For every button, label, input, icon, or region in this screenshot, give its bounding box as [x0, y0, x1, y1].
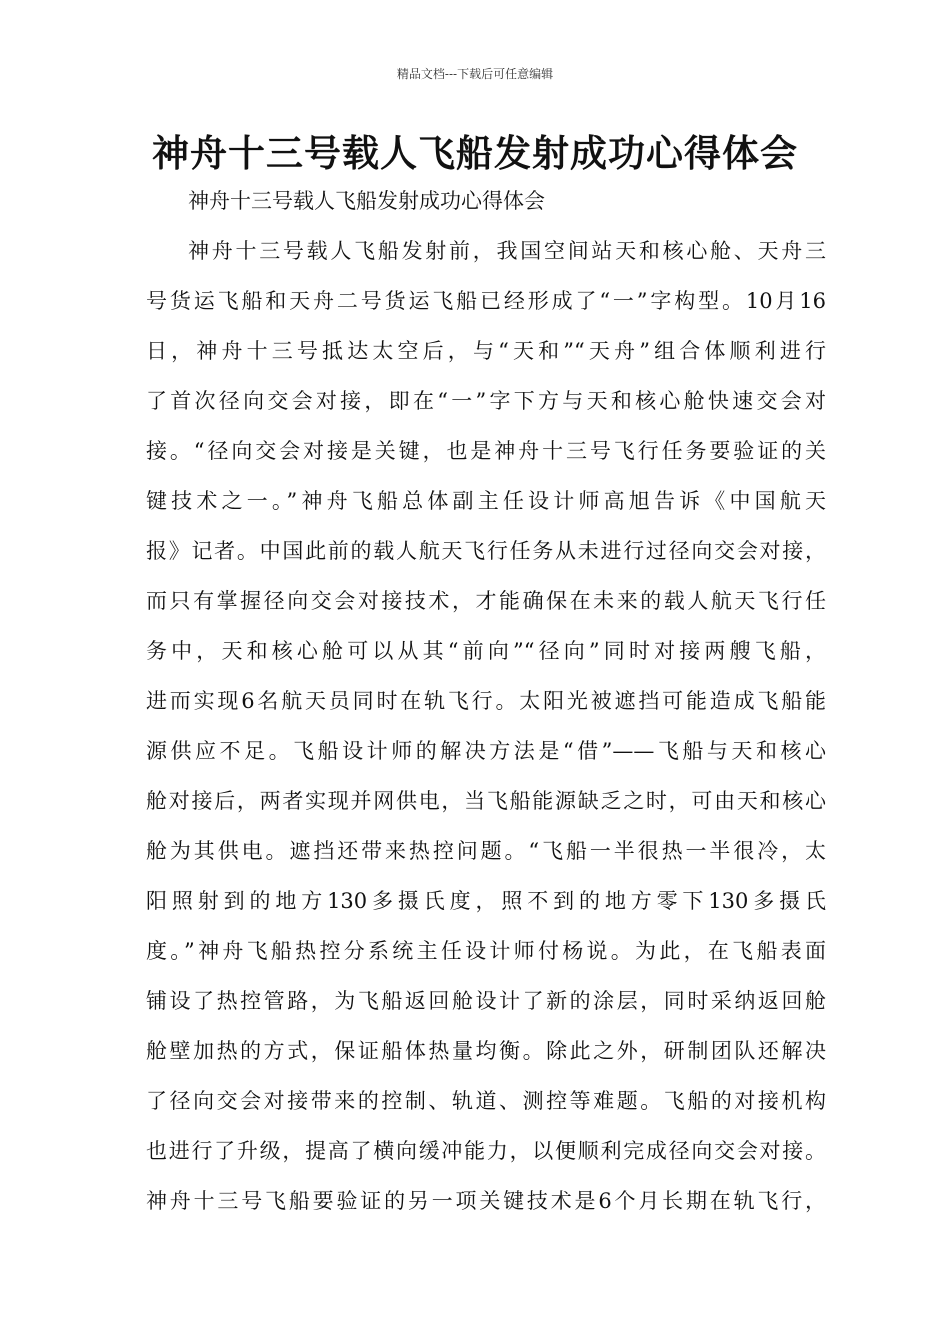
paragraph-line: 也进行了升级，提高了横向缓冲能力，以便顺利完成径向交会对接。 [146, 1139, 826, 1163]
paragraph-line: 接。“径向交会对接是关键，也是神舟十三号飞行任务要验证的关 [146, 439, 826, 463]
paragraph-line: 神舟十三号载人飞船发射前，我国空间站天和核心舱、天舟三 [188, 239, 826, 263]
paragraph-line: 舱对接后，两者实现并网供电，当飞船能源缺乏之时，可由天和核心 [146, 789, 826, 813]
paragraph-line: 务中，天和核心舱可以从其“前向”“径向”同时对接两艘飞船， [146, 639, 826, 663]
paragraph-line: 了径向交会对接带来的控制、轨道、测控等难题。飞船的对接机构 [146, 1089, 826, 1113]
header-note: 精品文档---下载后可任意编辑 [396, 67, 554, 81]
paragraph-line: 日，神舟十三号抵达太空后，与“天和”“天舟”组合体顺利进行 [146, 339, 826, 363]
paragraph-line: 而只有掌握径向交会对接技术，才能确保在未来的载人航天飞行任 [146, 589, 826, 613]
body-paragraph [146, 226, 826, 1226]
paragraph-line: 铺设了热控管路，为飞船返回舱设计了新的涂层，同时采纳返回舱 [146, 989, 826, 1013]
document-subtitle: 神舟十三号载人飞船发射成功心得体会 [188, 189, 545, 213]
paragraph-line: 源供应不足。飞船设计师的解决方法是“借”——飞船与天和核心 [146, 739, 826, 763]
paragraph-line: 进而实现6名航天员同时在轨飞行。太阳光被遮挡可能造成飞船能 [146, 689, 826, 713]
paragraph-line: 舱壁加热的方式，保证船体热量均衡。除此之外，研制团队还解决 [146, 1039, 826, 1063]
paragraph-line: 阳照射到的地方130多摄氏度，照不到的地方零下130多摄氏 [146, 889, 826, 913]
document-title: 神舟十三号载人飞船发射成功心得体会 [152, 132, 798, 175]
paragraph-line: 度。”神舟飞船热控分系统主任设计师付杨说。为此，在飞船表面 [146, 939, 826, 963]
paragraph-line: 神舟十三号飞船要验证的另一项关键技术是6个月长期在轨飞行， [146, 1189, 826, 1213]
paragraph-line: 舱为其供电。遮挡还带来热控问题。“飞船一半很热一半很冷，太 [146, 839, 826, 863]
paragraph-line: 号货运飞船和天舟二号货运飞船已经形成了“一”字构型。10月16 [146, 289, 826, 313]
paragraph-line: 键技术之一。”神舟飞船总体副主任设计师高旭告诉《中国航天 [146, 489, 826, 513]
paragraph-line: 报》记者。中国此前的载人航天飞行任务从未进行过径向交会对接， [146, 539, 826, 563]
paragraph-line: 了首次径向交会对接，即在“一”字下方与天和核心舱快速交会对 [146, 389, 826, 413]
